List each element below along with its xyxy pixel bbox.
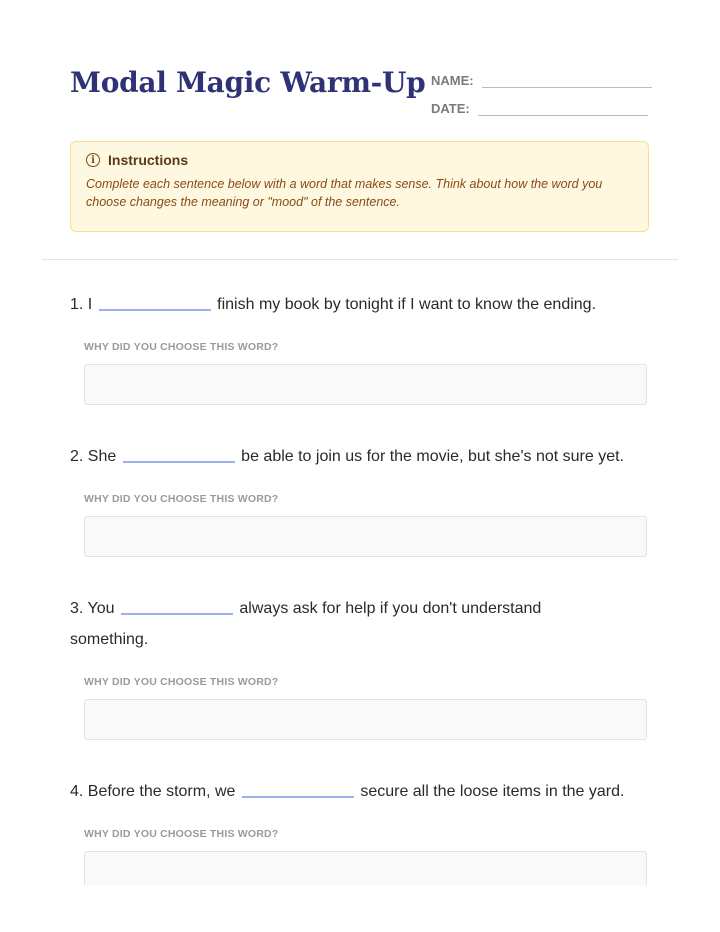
question-1-blank[interactable] [99, 308, 211, 311]
name-field[interactable] [482, 73, 652, 88]
name-row [431, 73, 652, 88]
instructions-title: Instructions [108, 152, 189, 168]
question-2-prefix: 2. She [70, 448, 117, 465]
question-4-answer-input[interactable] [84, 851, 647, 885]
question-1-suffix: finish my book by tonight if I want to know the ending. [217, 296, 597, 313]
date-field[interactable] [478, 101, 648, 116]
question-4-blank[interactable] [242, 795, 354, 798]
instructions-text: Complete each sentence below with a word that makes sense. Think about how the word you choose changes the meaning or "mood" of the sentence. [86, 177, 603, 209]
instructions-box [70, 141, 649, 232]
question-3-prefix: 3. You [70, 600, 115, 617]
question-4-suffix: secure all the loose items in the yard. [360, 783, 625, 800]
page-title: Modal Magic Warm-Up [70, 66, 426, 99]
info-icon: i [86, 153, 100, 167]
date-row [431, 101, 648, 116]
section-divider [42, 259, 678, 260]
question-1 [70, 289, 660, 320]
question-4-why-label: WHY DID YOU CHOOSE THIS WORD? [84, 828, 279, 840]
instructions-header [86, 152, 633, 168]
question-1-answer-input[interactable] [84, 364, 647, 405]
question-2-suffix: be able to join us for the movie, but she's not sure yet. [241, 448, 624, 465]
question-3-why-label: WHY DID YOU CHOOSE THIS WORD? [84, 676, 279, 688]
question-3 [70, 593, 570, 655]
name-label: NAME: [431, 73, 474, 88]
question-1-why-label: WHY DID YOU CHOOSE THIS WORD? [84, 341, 279, 353]
question-2 [70, 441, 660, 472]
question-4 [70, 776, 660, 807]
question-4-prefix: 4. Before the storm, we [70, 783, 236, 800]
question-2-answer-input[interactable] [84, 516, 647, 557]
date-label: DATE: [431, 101, 470, 116]
question-2-blank[interactable] [123, 460, 235, 463]
question-1-prefix: 1. I [70, 296, 93, 313]
question-2-why-label: WHY DID YOU CHOOSE THIS WORD? [84, 493, 279, 505]
question-3-blank[interactable] [121, 612, 233, 615]
question-3-answer-input[interactable] [84, 699, 647, 740]
question-3-suffix: always ask for help if you don't understand something. [70, 600, 542, 648]
